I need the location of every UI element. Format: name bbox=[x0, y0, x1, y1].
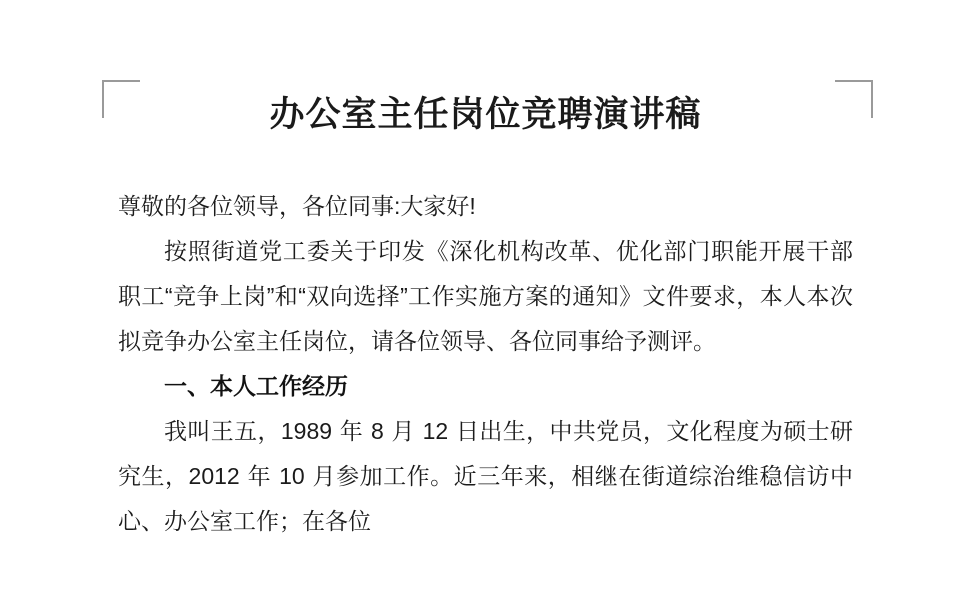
section-heading-work-experience: 一、本人工作经历 bbox=[164, 372, 348, 399]
page-title: 办公室主任岗位竞聘演讲稿 bbox=[269, 95, 702, 134]
paragraph-intro: 按照街道党工委关于印发《深化机构改革、优化部门职能开展干部职工“竞争上岗”和“双向选择”工作实施方案的通知》文件要求，本人本次拟竞争办公室主任岗位，请各位领导、各位同事给予测评。 bbox=[118, 237, 853, 354]
document-body bbox=[118, 92, 853, 544]
paragraph-work-experience: 我叫王五，1989 年 8 月 12 日出生，中共党员，文化程度为硕士研究生，2012 年 10 月参加工作。近三年来，相继在街道综治维稳信访中心、办公室工作；在各位 bbox=[118, 417, 853, 534]
paragraph-greeting: 尊敬的各位领导，各位同事:大家好! bbox=[118, 192, 476, 219]
